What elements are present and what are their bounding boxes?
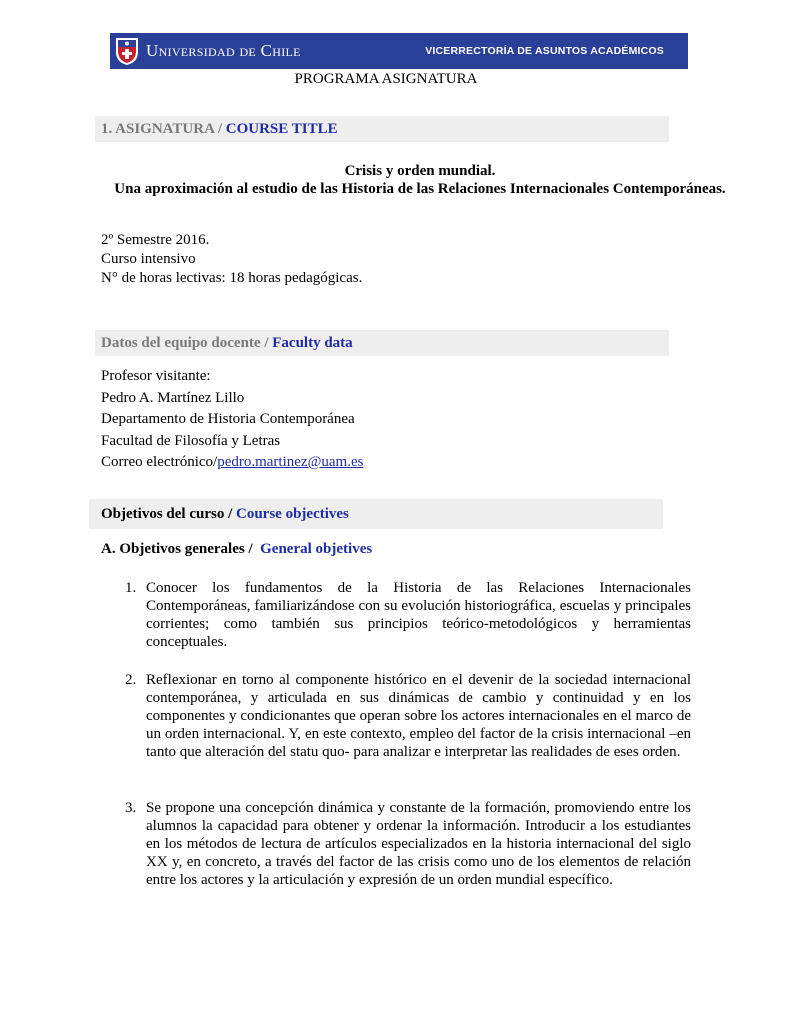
- section-faculty-data: [95, 330, 669, 356]
- objective-item: [125, 579, 691, 651]
- faculty-name: Pedro A. Martínez Lillo: [101, 389, 245, 406]
- section-label: 1. ASIGNATURA /: [101, 120, 222, 137]
- section-label-en: COURSE TITLE: [225, 120, 338, 137]
- subhead-label: A. Objetivos generales /: [101, 541, 257, 557]
- section-label: Datos del equipo docente /: [101, 334, 269, 351]
- objective-text: Conocer los fundamentos de la Historia de las Relaciones Internacionales Contemporáneas, familiarizándose con su evolución historiográfica, escuelas y principales corrientes; como también sus principios teórico-metodológicos y herramientas conceptuales.: [146, 580, 691, 650]
- objective-text: Se propone una concepción dinámica y constante de la formación, promoviendo entre los alumnos la capacidad para obtener y ordenar la información. Introducir a los estudiantes en los métodos de lectura de artículos especializados en la historia internacional del siglo XX y, en concreto, a través del factor de las crisis como uno de los elementos de relación entre los actores y la articulación y expresión de un orden mundial específico.: [146, 800, 691, 888]
- section-course-title: [95, 116, 669, 142]
- email-link[interactable]: pedro.martinez@uam.es: [217, 454, 364, 470]
- section-course-objectives: [89, 499, 663, 529]
- section-label-en: Faculty data: [272, 334, 353, 351]
- subhead-label-en: General objetives: [260, 541, 373, 557]
- course-title-line2: Una aproximación al estudio de las Historia de las Relaciones Internacionales Contemporáneas.: [114, 181, 726, 197]
- university-crest-icon: [114, 36, 140, 66]
- faculty-faculty: Facultad de Filosofía y Letras: [101, 432, 281, 449]
- faculty-role: Profesor visitante:: [101, 368, 211, 384]
- objective-item: [125, 799, 691, 889]
- course-info: [101, 231, 362, 288]
- objective-text: Reflexionar en torno al componente histórico en el devenir de la sociedad internacional contemporánea, y articulada en sus dinámicas de cambio y continuidad y en los componentes y condicionantes que operan sobre los actores internacionales en el marco de un orden internacional. Y, en este contexto, empleo del factor de la crisis internacional –en tanto que alteración del statu quo- para analizar e interpretar las realidades de eses orden.: [146, 672, 691, 760]
- section-label: Objetivos del curso /: [101, 505, 233, 522]
- objective-number: 1.: [125, 580, 137, 596]
- objective-item: [125, 671, 691, 761]
- university-name: Universidad de Chile: [146, 41, 301, 60]
- course-type-text: Curso intensivo: [101, 251, 196, 267]
- header-banner: [110, 33, 688, 69]
- course-title-line1: Crisis y orden mundial.: [344, 163, 496, 179]
- objective-number: 3.: [125, 800, 137, 816]
- email-label: Correo electrónico/: [101, 454, 218, 470]
- hours-text: N° de horas lectivas: 18 horas pedagógicas.: [101, 270, 363, 286]
- section-label-en: Course objectives: [236, 505, 349, 522]
- objective-number: 2.: [125, 672, 137, 688]
- faculty-email-row: [101, 452, 363, 474]
- general-objectives-heading: [101, 541, 372, 558]
- faculty-department: Departamento de Historia Contemporánea: [101, 411, 355, 427]
- page-title: PROGRAMA ASIGNATURA: [294, 71, 478, 87]
- semester-text: 2º Semestre 2016.: [101, 232, 210, 248]
- vicerrectoria-label: VICERRECTORÍA DE ASUNTOS ACADÉMICOS: [425, 45, 664, 57]
- faculty-info: [101, 366, 363, 474]
